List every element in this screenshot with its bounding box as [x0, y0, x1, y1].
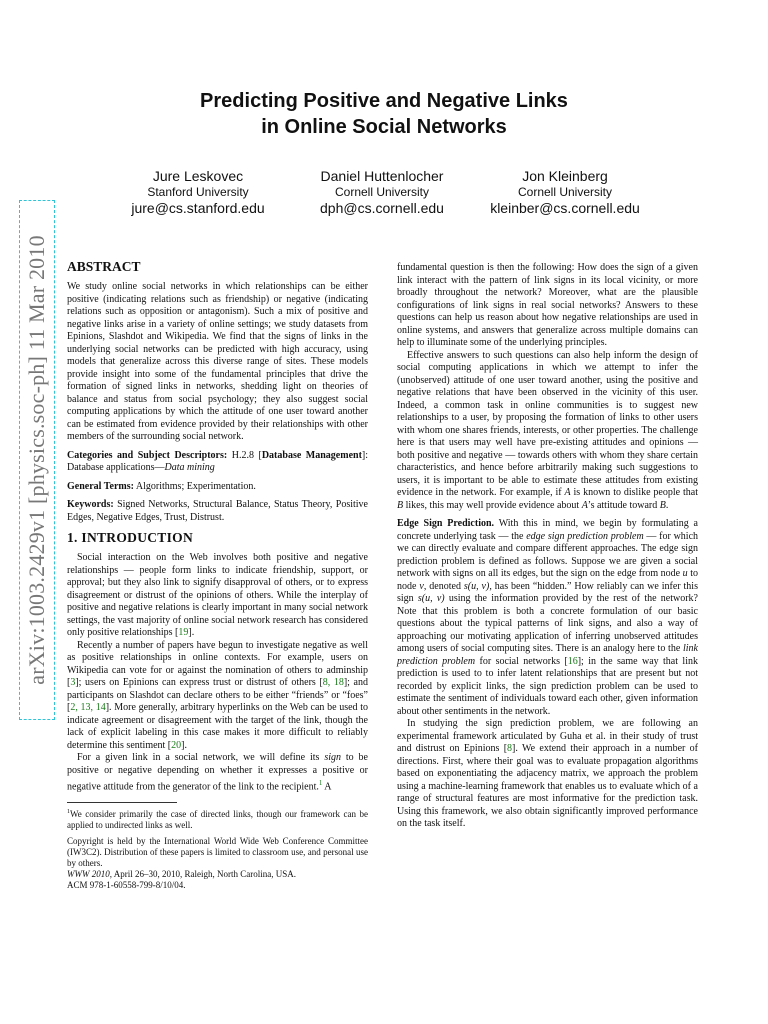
footnote-divider	[67, 802, 177, 803]
introduction-heading: 1. INTRODUCTION	[67, 530, 194, 545]
keywords-label: Keywords:	[67, 499, 114, 510]
intro-paragraph-1: Social interaction on the Web involves both positive and negative relationships — people form links to indicate friendship, support, or approval; but they also link to signify disapproval of others, or to express disagreement or distrust of the opinions of others. While the interplay of positive and negative relations is clearly important in many social network settings, the vast majority of online social network research has considered only positive relationships [19].	[67, 552, 368, 638]
author-affiliation: Stanford University	[147, 185, 249, 199]
citation-link[interactable]: 2, 13, 14	[70, 702, 106, 713]
author-name: Jon Kleinberg	[522, 168, 608, 184]
right-paragraph-1: fundamental question is then the following: How does the sign of a given link interact with the pattern of link signs in its local vicinity, or more broadly throughout the network? Moreover, what are the plausible configurations of link signs in real social networks? Answers to these questions can help us reason about how negative relationships are used in online systems, and answers that generalize across multiple domains can help to illuminate some of the underlying principles.	[397, 262, 698, 348]
citation-link[interactable]: 8	[507, 743, 513, 754]
author-email[interactable]: dph@cs.cornell.edu	[320, 200, 444, 216]
author-block-2	[282, 168, 482, 217]
categories-line: Categories and Subject Descriptors: H.2.8 [Database Management]: Database applications—Data mining	[67, 449, 369, 473]
author-block-3	[465, 168, 665, 217]
right-paragraph-4: In studying the sign prediction problem, we are following an experimental framework articulated by Guha et al. in their study of trust and distrust on Epinions [8]. We extend their approach in a number of directions. First, where their goal was to evaluate propagation algorithms based on exponentiating the adjacency matrix, we approach the problem using a machine-learning framework that enables us to evaluate which of a range of structural features are most informative for the prediction task. Using this framework, we also obtain significantly improved performance on the task itself.	[397, 718, 698, 829]
footnote-marker[interactable]: 1	[318, 779, 323, 787]
author-name: Daniel Huttenlocher	[320, 168, 444, 184]
author-email[interactable]: jure@cs.stanford.edu	[131, 200, 265, 216]
conference-line: WWW 2010, April 26–30, 2010, Raleigh, North Carolina, USA.	[67, 868, 296, 879]
right-paragraph-2: Effective answers to such questions can also help inform the design of social computing applications in which we attempt to infer the (unobserved) attitude of one user toward another, using the positive and negative relations that have been observed in the vicinity of this user. Indeed, a common task in online communities is to suggest new relationships to a user, by proposing the formation of links to other users with whom one shares friends, interests, or other properties. The challenge here is that users may well have pre-existing attitudes and opinions — both positive and negative — towards others with whom they share certain characteristics, and hence before arbitrarily making such suggestions to users, it is important to be able to estimate these attitudes from existing evidence in the network. For example, if A is known to dislike people that B likes, this may well provide evidence about A’s attitude toward B.	[397, 349, 698, 511]
citation-link[interactable]: 19	[178, 627, 189, 638]
author-affiliation: Cornell University	[517, 185, 613, 199]
citation-link[interactable]: 8, 18	[322, 677, 344, 688]
edge-sign-heading: Edge Sign Prediction.	[397, 518, 495, 529]
abstract-text: We study online social networks in which relationships can be either positive (indicating relations such as friendship) or negative (indicating relations such as opposition or antagonism). Such a mix of positive and negative links arise in a variety of online settings; we study datasets from Epinions, Slashdot and Wikipedia. We find that the signs of links in the underlying social networks can be predicted with high accuracy, using models that generalize across this diverse range of sites. These models provide insight into some of the fundamental principles that drive the formation of signed links in networks, shedding light on theories of balance and status from social psychology; they also suggest social computing applications by which the attitude of one user toward another can be estimated from evidence provided by their relationships with other members of the surrounding social network.	[67, 281, 368, 442]
categories-label: Categories and Subject Descriptors:	[67, 449, 228, 461]
author-block-1	[98, 168, 298, 217]
edge-sign-paragraph: Edge Sign Prediction. With this in mind, we begin by formulating a concrete underlying task — the edge sign prediction problem — for which we can directly evaluate and compare different approaches. The edge sign prediction problem is defined as follows. Suppose we are given a social network with signs on all its edges, but the sign on the edge from node u to node v, denoted s(u, v), has been “hidden.” How reliably can we infer this sign s(u, v) using the information provided by the rest of the network? Note that this problem is both a concrete formulation of our basic questions about the typical patterns of link signs, and also a way of approaching our motivating application of inferring unobserved attitudes among users of social computing sites. There is an analogy here to the link prediction problem for social networks [16]; in the same way that link prediction is used to to infer latent relationships that are present but not recorded by explicit links, the sign prediction problem can be used to estimate the sentiment of individuals toward each other, given information about other sentiments in the network.	[397, 518, 699, 717]
right-column	[397, 262, 698, 831]
acm-line: ACM 978-1-60558-799-8/10/04.	[67, 879, 186, 890]
arxiv-identifier-stamp	[19, 200, 55, 720]
copyright-notice: Copyright is held by the International World Wide Web Conference Committee (IW3C2). Distribution of these papers is limited to classroom use, and personal use by others.	[67, 835, 368, 868]
general-terms-line: General Terms: Algorithms; Experimentation.	[67, 480, 256, 492]
general-terms-label: General Terms:	[67, 480, 134, 492]
title-line-1: Predicting Positive and Negative Links	[200, 90, 568, 112]
citation-link[interactable]: 16	[567, 655, 578, 667]
abstract-heading: ABSTRACT	[67, 259, 141, 274]
paper-title	[100, 88, 668, 140]
keywords-line: Keywords: Signed Networks, Structural Balance, Status Theory, Positive Edges, Negative Edges, Trust, Distrust.	[67, 499, 368, 523]
left-column	[67, 259, 368, 891]
author-name: Jure Leskovec	[152, 168, 244, 184]
arxiv-id-text: arXiv:1003.2429v1 [physics.soc-ph] 11 Mar 2010	[24, 235, 49, 685]
intro-paragraph-2: Recently a number of papers have begun to investigate negative as well as positive relationships in online contexts. For example, users on Wikipedia can vote for or against the nomination of others to adminship [3]; users on Epinions can express trust or distrust of others [8, 18]; and participants on Slashdot can declare others to be either “friends” or “foes” [2, 13, 14]. More generally, arbitrary hyperlinks on the Web can be used to indicate agreement or disagreement with the target of the link, though the lack of explicit labeling in this case makes it more difficult to reliably determine this sentiment [20].	[67, 639, 368, 751]
citation-link[interactable]: 3	[70, 677, 76, 688]
intro-paragraph-3: For a given link in a social network, we will define its sign to be positive or negative depending on whether it expresses a positive or negative attitude from the generator of the link to the recipient.$^1$ A	[67, 752, 368, 793]
title-line-2: in Online Social Networks	[261, 116, 507, 138]
citation-link[interactable]: 20	[171, 739, 182, 751]
author-affiliation: Cornell University	[334, 185, 430, 199]
author-email[interactable]: kleinber@cs.cornell.edu	[490, 200, 640, 216]
footnote: $^1$We consider primarily the case of directed links, though our framework can be applied to undirected links as well.	[67, 808, 368, 830]
